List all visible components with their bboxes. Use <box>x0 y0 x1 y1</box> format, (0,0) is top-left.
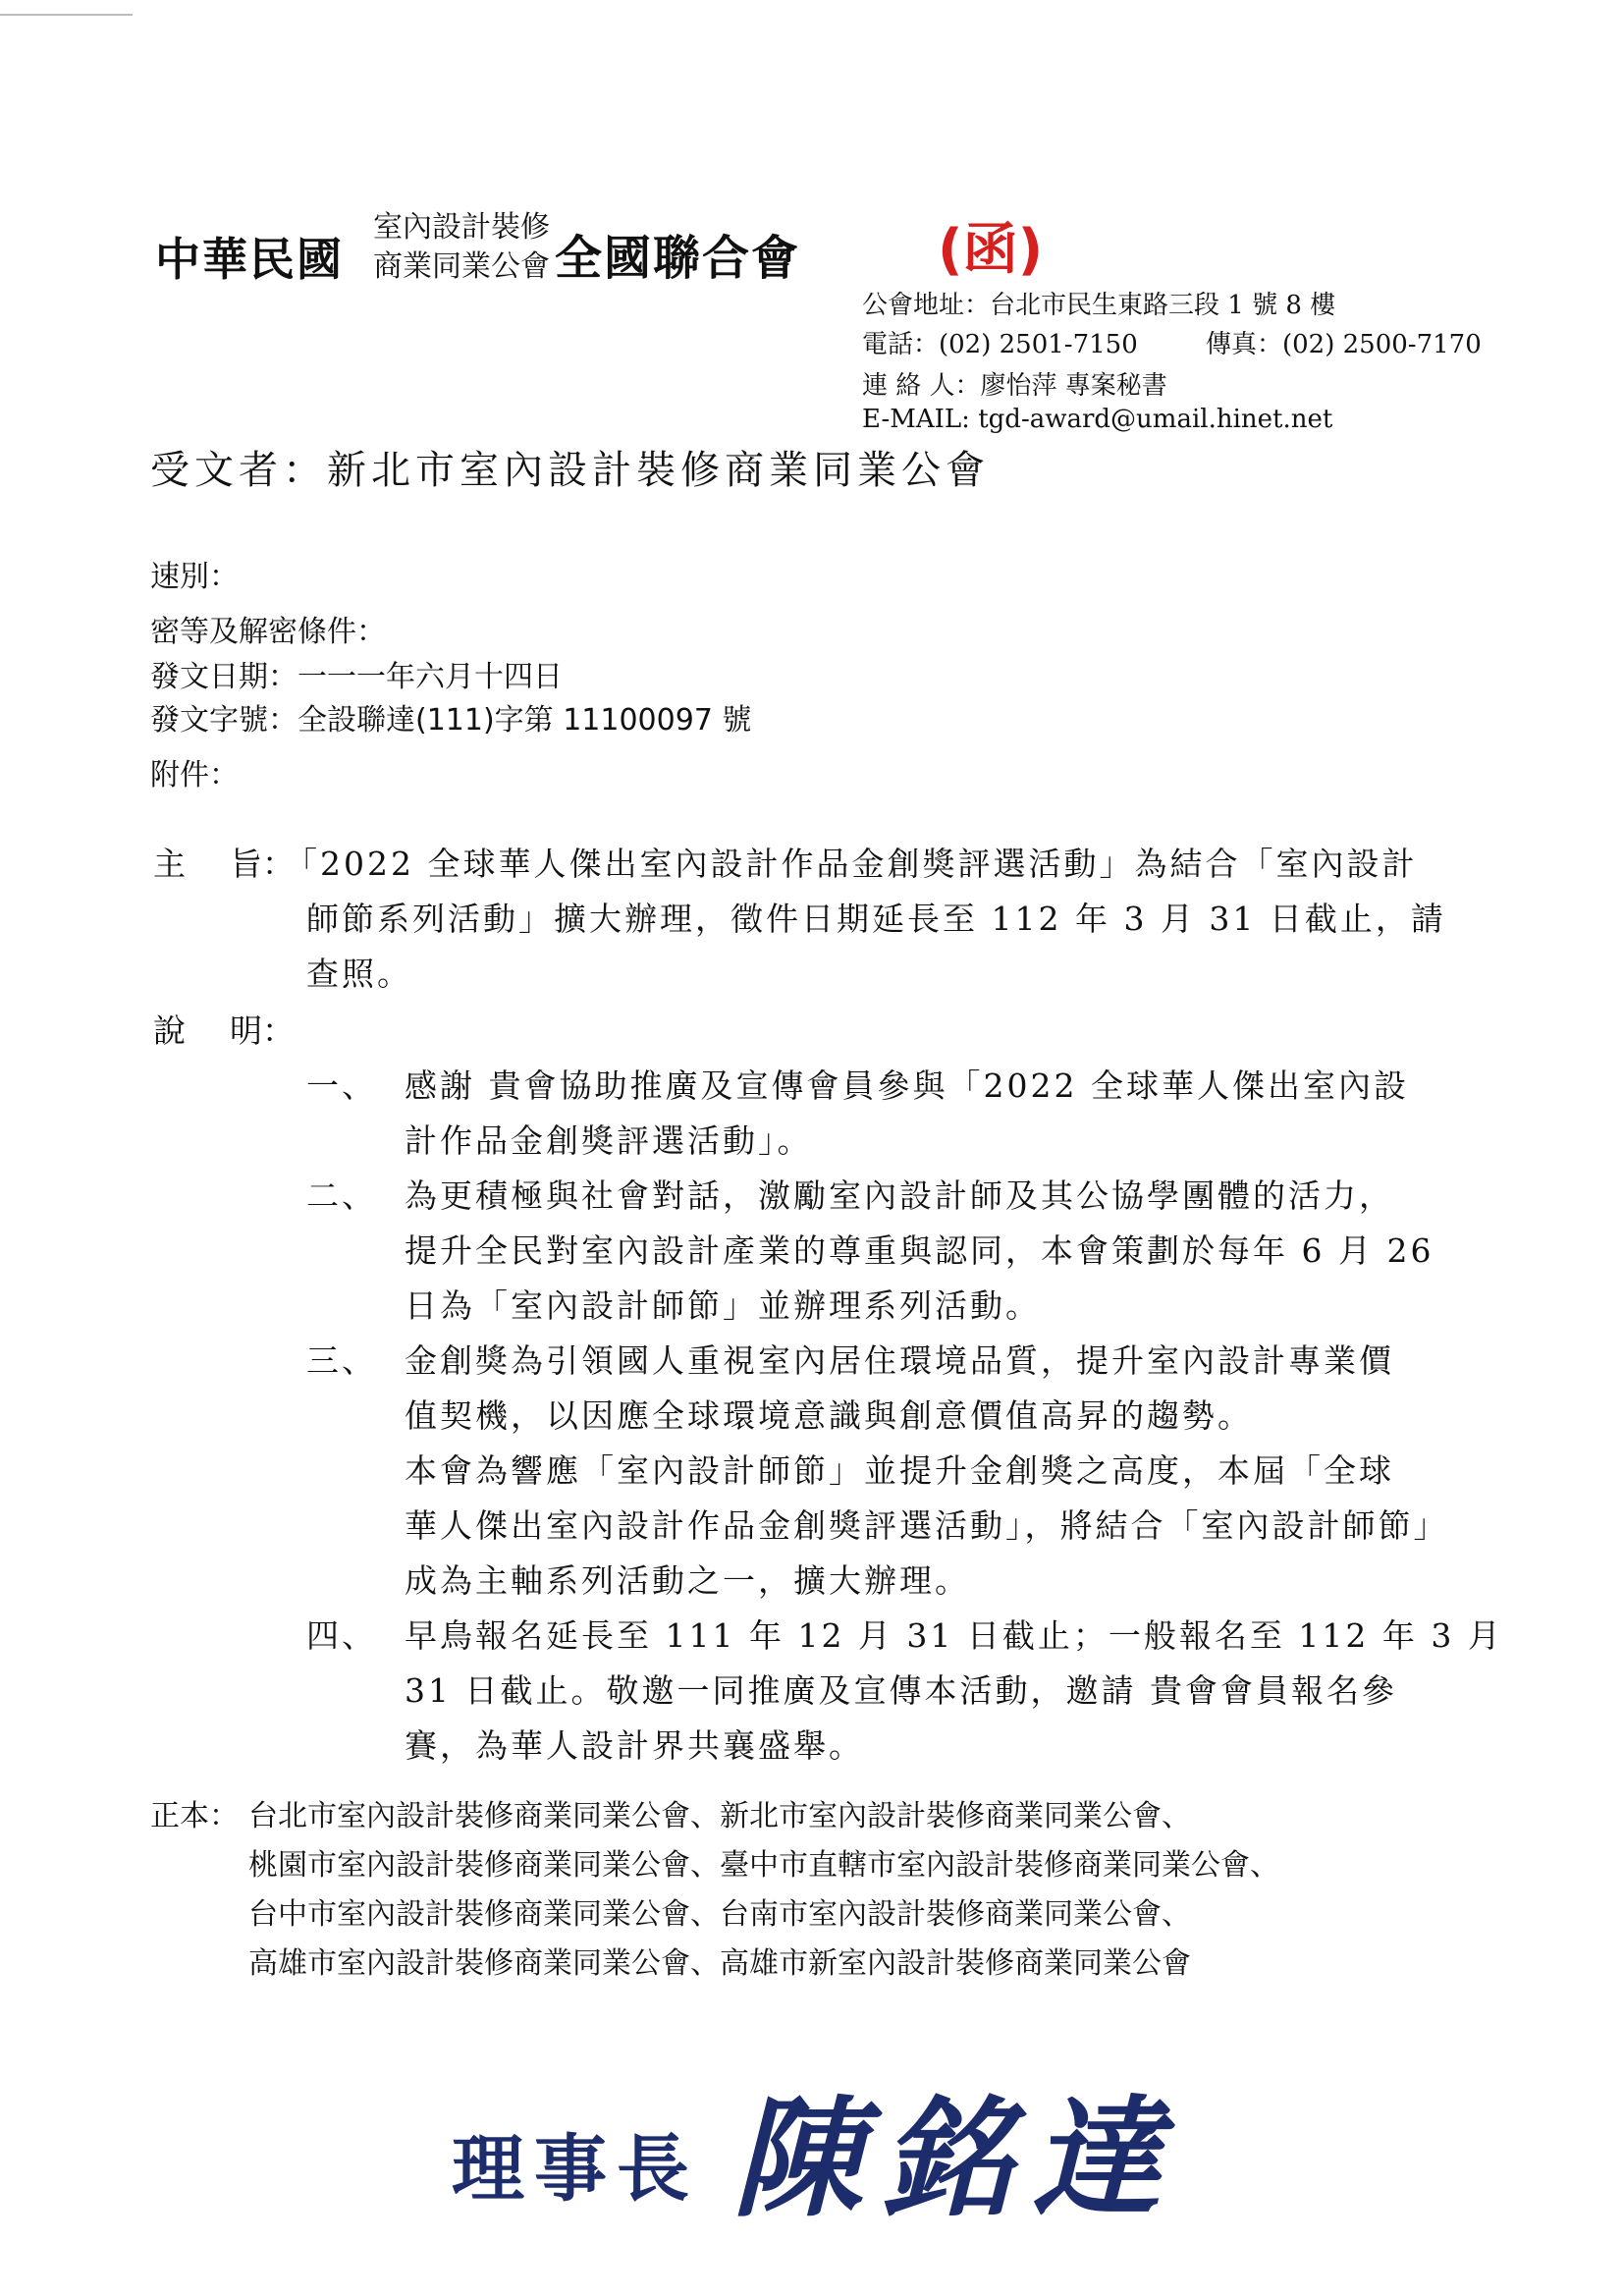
recipient: 受文者：新北市室內設計裝修商業同業公會 <box>150 448 990 493</box>
org-small-line-2: 商業同業公會 <box>373 249 550 284</box>
meta-secrecy: 密等及解密條件： <box>150 615 386 649</box>
org-suffix: 全國聯合會 <box>555 231 801 286</box>
copies-line: 台中市室內設計裝修商業同業公會、台南市室內設計裝修商業同業公會、 <box>248 1897 1191 1932</box>
contact-fax: 傳真：(02) 2500-7170 <box>1206 330 1482 359</box>
item-line: 值契機，以因應全球環境意識與創意價值高昇的趨勢。 <box>405 1396 1253 1435</box>
item-line: 計作品金創獎評選活動」。 <box>405 1121 813 1160</box>
meta-date: 發文日期：一一一年六月十四日 <box>150 660 563 694</box>
contact-address: 公會地址：台北市民生東路三段 1 號 8 樓 <box>862 291 1336 320</box>
subject-label-1: 主 <box>153 845 186 883</box>
item-line: 為更積極與社會對話，激勵室內設計師及其公協學團體的活力， <box>405 1176 1394 1215</box>
subject-line: 查照。 <box>306 955 412 993</box>
copies-label: 正本： <box>150 1799 239 1833</box>
item-number: 二、 <box>306 1176 377 1215</box>
org-small-line-1: 室內設計裝修 <box>373 210 550 245</box>
item-line: 早鳥報名延長至 111 年 12 月 31 日截止；一般報名至 112 年 3 月 <box>405 1616 1503 1655</box>
explanation-label-2: 明： <box>230 1011 295 1050</box>
subject-label-2: 旨： <box>230 845 295 883</box>
subject-line: 「2022 全球華人傑出室內設計作品金創獎評選活動」為結合「室內設計 <box>285 845 1418 883</box>
explanation-label-1: 說 <box>153 1011 186 1050</box>
contact-phone: 電話：(02) 2501-7150 <box>862 330 1138 359</box>
item-line: 日為「室內設計師節」並辦理系列活動。 <box>405 1286 1041 1325</box>
item-line: 金創獎為引領國人重視室內居住環境品質，提升室內設計專業價 <box>405 1341 1394 1380</box>
meta-speed: 速別： <box>150 560 239 594</box>
doc-type-badge: (函) <box>938 218 1044 282</box>
org-prefix: 中華民國 <box>155 233 344 286</box>
item-number: 一、 <box>306 1066 377 1105</box>
signature-name: 陳銘達 <box>732 2083 1180 2235</box>
contact-email: E-MAIL: tgd-award@umail.hinet.net <box>862 405 1333 434</box>
item-line: 提升全民對室內設計產業的尊重與認同，本會策劃於每年 6 月 26 <box>405 1231 1434 1270</box>
contact-person: 連 絡 人：廖怡萍 專案秘書 <box>862 371 1167 401</box>
item-number: 三、 <box>306 1341 377 1380</box>
subject-line: 師節系列活動」擴大辦理，徵件日期延長至 112 年 3 月 31 日截止，請 <box>306 900 1446 938</box>
copies-line: 台北市室內設計裝修商業同業公會、新北市室內設計裝修商業同業公會、 <box>248 1799 1191 1833</box>
item-line: 華人傑出室內設計作品金創獎評選活動」，將結合「室內設計師節」 <box>405 1506 1449 1545</box>
item-line: 感謝 貴會協助推廣及宣傳會員參與「2022 全球華人傑出室內設 <box>405 1066 1409 1105</box>
item-number: 四、 <box>306 1616 377 1655</box>
meta-ref-no: 發文字號：全設聯達(111)字第 11100097 號 <box>150 703 752 738</box>
signature-title: 理事長 <box>452 2127 699 2212</box>
copies-line: 高雄市室內設計裝修商業同業公會、高雄市新室內設計裝修商業同業公會 <box>248 1946 1191 1981</box>
scan-edge-line <box>0 14 133 16</box>
copies-line: 桃園市室內設計裝修商業同業公會、臺中市直轄市室內設計裝修商業同業公會、 <box>248 1848 1279 1883</box>
item-line: 賽，為華人設計界共襄盛舉。 <box>405 1726 864 1765</box>
item-line: 31 日截止。敬邀一同推廣及宣傳本活動，邀請 貴會會員報名參 <box>405 1671 1397 1710</box>
meta-attachment: 附件： <box>150 758 239 793</box>
item-line: 本會為響應「室內設計師節」並提升金創獎之高度，本屆「全球 <box>405 1451 1394 1490</box>
item-line: 成為主軸系列活動之一，擴大辦理。 <box>405 1561 970 1600</box>
